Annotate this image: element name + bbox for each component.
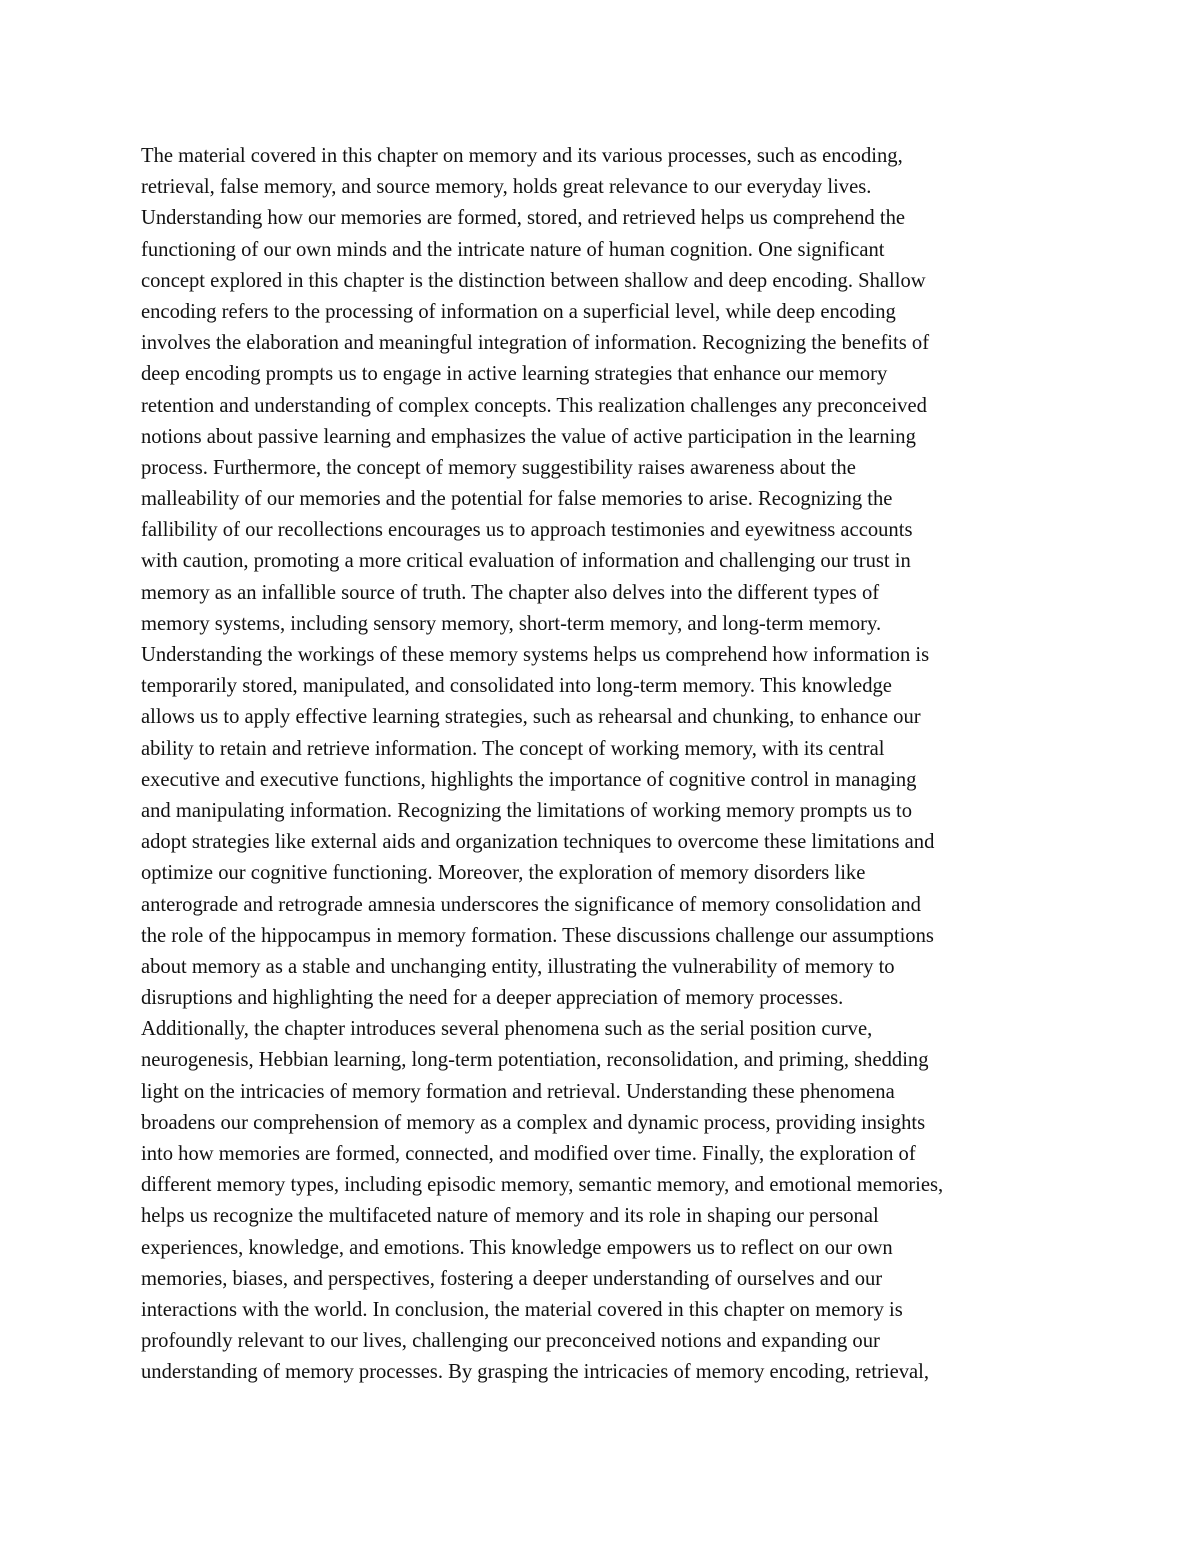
text-line: allows us to apply effective learning strategies, such as rehearsal and chunking, to enhance our	[141, 706, 921, 729]
text-line: Understanding the workings of these memory systems helps us comprehend how information is	[141, 644, 930, 666]
text-line: The material covered in this chapter on memory and its various processes, such as encoding,	[141, 145, 903, 167]
text-line: understanding of memory processes. By grasping the intricacies of memory encoding, retrieval,	[141, 1361, 930, 1384]
text-line: memories, biases, and perspectives, fostering a deeper understanding of ourselves and our	[141, 1267, 883, 1290]
text-line: memory as an infallible source of truth. The chapter also delves into the different types of	[141, 581, 880, 604]
text-line: concept explored in this chapter is the distinction between shallow and deep encoding. Shallow	[141, 269, 926, 292]
text-line: ability to retain and retrieve information. The concept of working memory, with its central	[141, 737, 885, 760]
text-line: about memory as a stable and unchanging entity, illustrating the vulnerability of memory to	[141, 955, 895, 978]
text-line: disruptions and highlighting the need for a deeper appreciation of memory processes.	[141, 987, 844, 1010]
body-paragraph	[141, 141, 1081, 1389]
text-line: adopt strategies like external aids and organization techniques to overcome these limitations and	[141, 831, 935, 854]
text-line: different memory types, including episodic memory, semantic memory, and emotional memories,	[141, 1174, 944, 1197]
text-line: malleability of our memories and the potential for false memories to arise. Recognizing the	[141, 488, 893, 511]
text-line: involves the elaboration and meaningful integration of information. Recognizing the benefits of	[141, 332, 930, 355]
text-line: interactions with the world. In conclusion, the material covered in this chapter on memory is	[141, 1298, 903, 1321]
text-line: light on the intricacies of memory formation and retrieval. Understanding these phenomena	[141, 1080, 895, 1103]
text-line: optimize our cognitive functioning. Moreover, the exploration of memory disorders like	[141, 862, 866, 885]
text-line: functioning of our own minds and the intricate nature of human cognition. One significant	[141, 238, 885, 261]
text-line: memory systems, including sensory memory, short-term memory, and long-term memory.	[141, 612, 882, 635]
text-line: neurogenesis, Hebbian learning, long-term potentiation, reconsolidation, and priming, shedding	[141, 1049, 929, 1072]
text-line: profoundly relevant to our lives, challenging our preconceived notions and expanding our	[141, 1330, 880, 1353]
text-line: experiences, knowledge, and emotions. This knowledge empowers us to reflect on our own	[141, 1236, 893, 1259]
text-line: retrieval, false memory, and source memory, holds great relevance to our everyday lives.	[141, 176, 872, 199]
text-line: the role of the hippocampus in memory formation. These discussions challenge our assumptions	[141, 924, 934, 947]
text-line: process. Furthermore, the concept of memory suggestibility raises awareness about the	[141, 456, 856, 479]
text-line: Additionally, the chapter introduces several phenomena such as the serial position curve,	[141, 1018, 873, 1041]
text-line: executive and executive functions, highlights the importance of cognitive control in managing	[141, 768, 917, 791]
text-line: with caution, promoting a more critical evaluation of information and challenging our trust in	[141, 550, 911, 573]
text-line: fallibility of our recollections encourages us to approach testimonies and eyewitness accounts	[141, 519, 913, 542]
text-line: temporarily stored, manipulated, and consolidated into long-term memory. This knowledge	[141, 675, 892, 698]
text-line: broadens our comprehension of memory as a complex and dynamic process, providing insights	[141, 1111, 926, 1134]
text-line: helps us recognize the multifaceted nature of memory and its role in shaping our personal	[141, 1205, 879, 1228]
text-line: encoding refers to the processing of information on a superficial level, while deep encoding	[141, 300, 896, 323]
text-line: anterograde and retrograde amnesia underscores the significance of memory consolidation and	[141, 893, 921, 916]
text-line: retention and understanding of complex concepts. This realization challenges any preconceived	[141, 394, 927, 417]
text-line: deep encoding prompts us to engage in active learning strategies that enhance our memory	[141, 363, 888, 386]
text-line: Understanding how our memories are formed, stored, and retrieved helps us comprehend the	[141, 207, 906, 230]
text-line: and manipulating information. Recognizing the limitations of working memory prompts us to	[141, 799, 913, 822]
text-line: into how memories are formed, connected, and modified over time. Finally, the exploration of	[141, 1143, 916, 1165]
text-line: notions about passive learning and emphasizes the value of active participation in the learning	[141, 425, 916, 448]
